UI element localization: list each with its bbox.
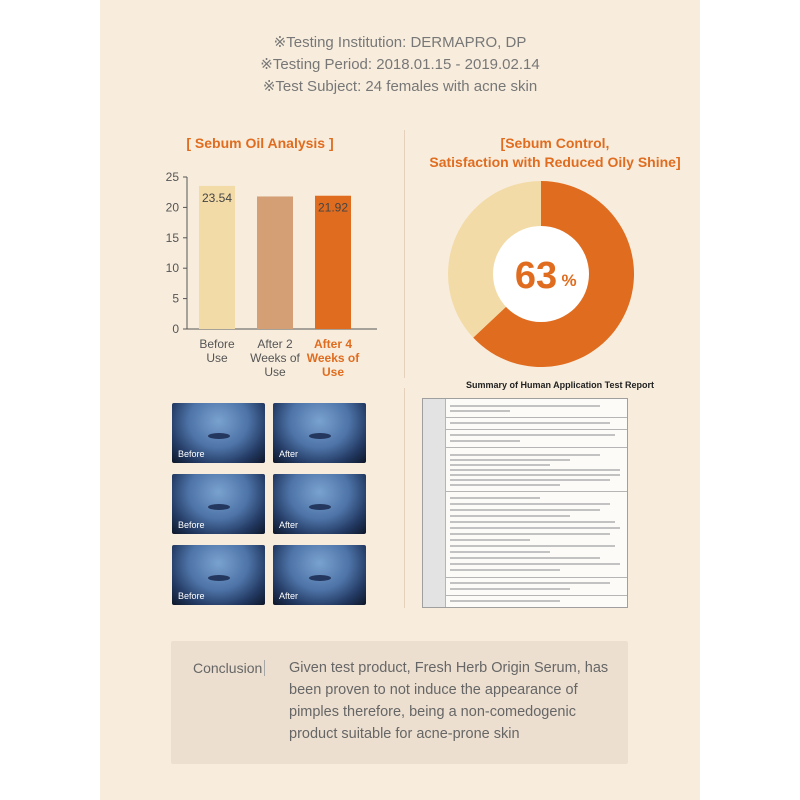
x-category-label: Weeks of <box>250 351 300 365</box>
bar-value-label: 23.54 <box>201 190 233 205</box>
x-category-label: After 2 <box>257 337 293 351</box>
sebum-oil-bar-chart <box>140 160 380 385</box>
y-tick-label: 25 <box>165 170 179 184</box>
report-title: Summary of Human Application Test Report <box>465 380 655 390</box>
x-category-label: Use <box>206 351 228 365</box>
photo-after-2 <box>273 474 366 534</box>
conclusion-box <box>171 641 628 764</box>
sebum-control-title-line1: [Sebum Control, <box>500 135 610 151</box>
x-category-label: Before <box>199 337 235 351</box>
testing-period: ※Testing Period: 2018.01.15 - 2019.02.14 <box>260 56 540 73</box>
sebum-control-title <box>410 134 700 172</box>
test-report-document <box>422 398 628 608</box>
infographic-panel <box>100 0 700 800</box>
bar-2 <box>257 196 293 329</box>
y-tick-label: 15 <box>165 230 179 245</box>
photo-label-after: After <box>279 520 299 530</box>
bar-3 <box>315 196 351 329</box>
sebum-control-title-line2: Satisfaction with Reduced Oily Shine] <box>429 154 681 170</box>
donut-center-unit: % <box>561 271 577 290</box>
photo-label-before: Before <box>178 520 205 530</box>
conclusion-separator <box>264 660 265 676</box>
y-tick-label: 0 <box>172 322 179 336</box>
y-tick-label: 5 <box>172 291 179 306</box>
photo-label-after: After <box>279 591 299 601</box>
test-info-header <box>100 32 700 98</box>
satisfaction-donut-chart <box>448 181 634 367</box>
section-divider-bottom <box>404 388 405 608</box>
photo-before-3 <box>172 545 265 605</box>
x-category-label: Use <box>321 365 345 379</box>
bar-1 <box>199 186 235 329</box>
photo-after-1 <box>273 403 366 463</box>
photo-label-before: Before <box>178 591 205 601</box>
bar-value-label: 21.92 <box>317 200 349 215</box>
sebum-oil-title: [ Sebum Oil Analysis ] <box>186 135 334 151</box>
donut-center-value: 63 <box>514 255 558 297</box>
y-tick-label: 20 <box>165 200 179 215</box>
conclusion-label: Conclusion <box>193 660 263 676</box>
x-category-label: Use <box>264 365 286 379</box>
photo-before-1 <box>172 403 265 463</box>
photo-after-3 <box>273 545 366 605</box>
section-divider-top <box>404 130 405 378</box>
x-category-label: After 4 <box>313 337 353 351</box>
photo-label-before: Before <box>178 449 205 459</box>
testing-institution: ※Testing Institution: DERMAPRO, DP <box>273 34 527 51</box>
y-tick-label: 10 <box>165 261 179 276</box>
test-subject: ※Test Subject: 24 females with acne skin <box>262 78 538 95</box>
x-category-label: Weeks of <box>306 351 360 365</box>
photo-label-after: After <box>279 449 299 459</box>
conclusion-text: Given test product, Fresh Herb Origin Serum, has been proven to not induce the appearance of pimples therefore, being a non-comedogenic product suitable for acne-prone skin <box>289 660 609 742</box>
photo-before-2 <box>172 474 265 534</box>
